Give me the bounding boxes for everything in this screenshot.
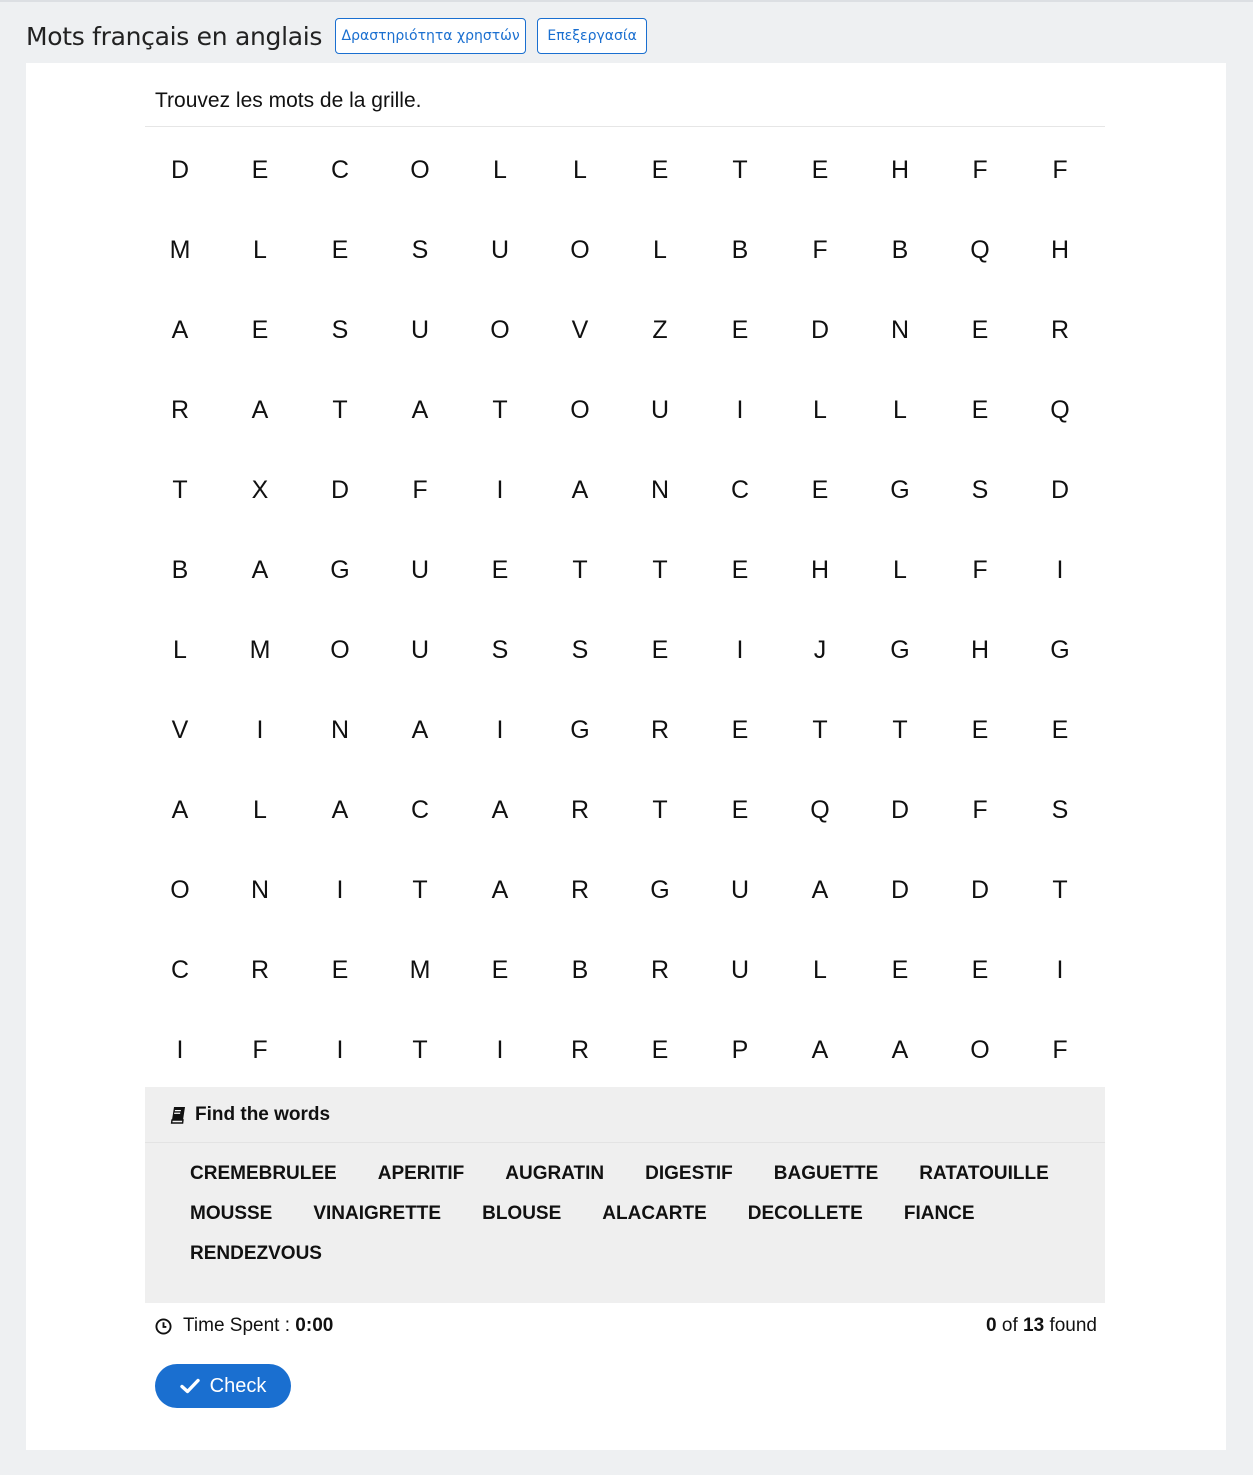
- grid-cell[interactable]: S: [411, 235, 429, 264]
- grid-cell[interactable]: A: [171, 795, 189, 824]
- grid-cell[interactable]: G: [890, 475, 910, 504]
- grid-cell[interactable]: F: [972, 155, 988, 184]
- grid-cell[interactable]: P: [731, 1035, 749, 1064]
- word-item: CREMEBRULEE: [190, 1163, 337, 1184]
- grid-cell[interactable]: H: [890, 155, 910, 184]
- word-item: RENDEZVOUS: [190, 1243, 322, 1264]
- grid-cell[interactable]: S: [571, 635, 589, 664]
- grid-cell[interactable]: E: [971, 715, 989, 744]
- grid-cell[interactable]: G: [330, 555, 350, 584]
- grid-cell[interactable]: B: [731, 235, 749, 264]
- grid-cell[interactable]: A: [331, 795, 349, 824]
- grid-cell[interactable]: E: [731, 555, 749, 584]
- grid-cell[interactable]: O: [170, 875, 190, 904]
- clock-icon: [155, 1318, 172, 1335]
- divider: [145, 126, 1105, 127]
- grid-cell[interactable]: B: [891, 235, 909, 264]
- word-item: BAGUETTE: [773, 1163, 879, 1184]
- grid-cell[interactable]: I: [496, 715, 504, 744]
- grid-cell[interactable]: E: [251, 315, 269, 344]
- grid-cell[interactable]: F: [972, 795, 988, 824]
- grid-cell[interactable]: A: [251, 395, 269, 424]
- grid-cell[interactable]: D: [890, 875, 910, 904]
- grid-cell[interactable]: E: [731, 795, 749, 824]
- grid-cell[interactable]: N: [650, 475, 670, 504]
- grid-cell[interactable]: N: [330, 715, 350, 744]
- grid-cell[interactable]: G: [1050, 635, 1070, 664]
- instructions-text: Trouvez les mots de la grille.: [155, 89, 422, 112]
- grid-cell[interactable]: E: [651, 635, 669, 664]
- grid-cell[interactable]: A: [571, 475, 589, 504]
- grid-cell[interactable]: O: [970, 1035, 990, 1064]
- word-item: AUGRATIN: [505, 1163, 605, 1184]
- grid-cell[interactable]: N: [890, 315, 910, 344]
- grid-cell[interactable]: E: [251, 155, 269, 184]
- grid-cell[interactable]: U: [410, 315, 430, 344]
- grid-cell[interactable]: L: [493, 155, 507, 184]
- word-search-grid: [145, 130, 1105, 1090]
- grid-cell[interactable]: Q: [1050, 395, 1070, 424]
- grid-cell[interactable]: E: [971, 395, 989, 424]
- grid-cell[interactable]: E: [331, 955, 349, 984]
- grid-cell[interactable]: A: [251, 555, 269, 584]
- grid-cell[interactable]: O: [330, 635, 350, 664]
- found-count: 0: [986, 1315, 997, 1336]
- book-icon: [170, 1106, 186, 1124]
- grid-cell[interactable]: A: [411, 715, 429, 744]
- grid-cell[interactable]: J: [813, 635, 827, 664]
- grid-cell[interactable]: C: [330, 155, 350, 184]
- grid-cell[interactable]: E: [811, 155, 829, 184]
- grid-cell[interactable]: L: [573, 155, 587, 184]
- grid-cell[interactable]: F: [812, 235, 828, 264]
- grid-cell[interactable]: I: [256, 715, 264, 744]
- grid-cell[interactable]: E: [491, 555, 509, 584]
- time-spent: [155, 1315, 333, 1337]
- word-item: DIGESTIF: [645, 1163, 733, 1184]
- grid-cell[interactable]: F: [1052, 155, 1068, 184]
- grid-cell[interactable]: A: [491, 795, 509, 824]
- grid-cell[interactable]: D: [1050, 475, 1070, 504]
- grid-cell[interactable]: M: [169, 235, 191, 264]
- grid-cell[interactable]: U: [730, 955, 750, 984]
- grid-cell[interactable]: E: [491, 955, 509, 984]
- grid-cell[interactable]: U: [650, 395, 670, 424]
- grid-cell[interactable]: I: [736, 635, 744, 664]
- words-panel-title: Find the words: [195, 1103, 331, 1125]
- grid-cell[interactable]: R: [570, 1035, 590, 1064]
- grid-cell[interactable]: F: [1052, 1035, 1068, 1064]
- grid-cell[interactable]: S: [971, 475, 989, 504]
- grid-cell[interactable]: A: [891, 1035, 909, 1064]
- grid-cell[interactable]: I: [736, 395, 744, 424]
- grid-cell[interactable]: T: [412, 875, 428, 904]
- check-button-label: Check: [209, 1374, 267, 1397]
- grid-cell[interactable]: D: [970, 875, 990, 904]
- found-counter: [986, 1315, 1097, 1337]
- grid-cell[interactable]: D: [170, 155, 190, 184]
- grid-cell[interactable]: E: [971, 955, 989, 984]
- word-item: RATATOUILLE: [919, 1163, 1049, 1184]
- grid-cell[interactable]: A: [171, 315, 189, 344]
- grid-cell[interactable]: E: [971, 315, 989, 344]
- grid-cell[interactable]: E: [811, 475, 829, 504]
- grid-cell[interactable]: L: [813, 955, 827, 984]
- grid-cell[interactable]: S: [331, 315, 349, 344]
- grid-cell[interactable]: F: [412, 475, 428, 504]
- check-button[interactable]: [155, 1364, 291, 1408]
- grid-cell[interactable]: T: [892, 715, 908, 744]
- grid-cell[interactable]: A: [491, 875, 509, 904]
- grid-cell[interactable]: U: [490, 235, 510, 264]
- found-of: of: [996, 1315, 1024, 1336]
- grid-cell[interactable]: O: [570, 235, 590, 264]
- grid-cell[interactable]: G: [650, 875, 670, 904]
- user-activity-button[interactable]: Δραστηριότητα χρηστών: [335, 18, 526, 54]
- words-panel: [145, 1087, 1105, 1303]
- status-bar: [155, 1315, 1097, 1341]
- grid-cell[interactable]: V: [571, 315, 589, 344]
- grid-cell[interactable]: N: [250, 875, 270, 904]
- words-panel-header: [145, 1087, 1105, 1143]
- grid-cell[interactable]: I: [1056, 955, 1064, 984]
- grid-cell[interactable]: X: [251, 475, 269, 504]
- word-item: BLOUSE: [482, 1203, 562, 1224]
- grid-cell[interactable]: Q: [970, 235, 990, 264]
- page-title: Mots français en anglais: [26, 21, 323, 51]
- grid-cell[interactable]: T: [652, 555, 668, 584]
- edit-button[interactable]: Επεξεργασία: [537, 18, 647, 54]
- grid-cell[interactable]: T: [572, 555, 588, 584]
- word-item: ALACARTE: [602, 1203, 707, 1224]
- grid-cell[interactable]: M: [409, 955, 431, 984]
- grid-cell[interactable]: I: [496, 1035, 504, 1064]
- grid-cell[interactable]: T: [1052, 875, 1068, 904]
- grid-cell[interactable]: E: [651, 155, 669, 184]
- word-item: VINAIGRETTE: [313, 1203, 442, 1224]
- grid-cell[interactable]: R: [250, 955, 270, 984]
- grid-cell[interactable]: E: [331, 235, 349, 264]
- word-item: APERITIF: [377, 1163, 465, 1184]
- grid-cell[interactable]: T: [732, 155, 748, 184]
- grid-cell[interactable]: V: [171, 715, 189, 744]
- grid-cell[interactable]: D: [330, 475, 350, 504]
- grid-cell[interactable]: R: [1050, 315, 1070, 344]
- grid-cell[interactable]: Z: [652, 315, 668, 344]
- grid-cell[interactable]: I: [496, 475, 504, 504]
- top-border: [0, 0, 1253, 2]
- grid-cell[interactable]: T: [652, 795, 668, 824]
- time-label: Time Spent :: [183, 1315, 296, 1336]
- found-total: 13: [1023, 1315, 1045, 1336]
- grid-cell[interactable]: F: [252, 1035, 268, 1064]
- grid-cell[interactable]: D: [890, 795, 910, 824]
- check-icon: [180, 1378, 200, 1394]
- grid-cell[interactable]: H: [810, 555, 830, 584]
- grid-cell[interactable]: L: [893, 555, 907, 584]
- grid-cell[interactable]: G: [570, 715, 590, 744]
- grid-cell[interactable]: E: [1051, 715, 1069, 744]
- grid-cell[interactable]: E: [891, 955, 909, 984]
- grid-cell[interactable]: L: [253, 795, 267, 824]
- grid-cell[interactable]: L: [173, 635, 187, 664]
- grid-cell[interactable]: C: [170, 955, 190, 984]
- word-item: MOUSSE: [190, 1203, 273, 1224]
- word-item: FIANCE: [903, 1203, 975, 1224]
- grid-cell[interactable]: B: [571, 955, 589, 984]
- grid-cell[interactable]: O: [410, 155, 430, 184]
- grid-cell[interactable]: R: [650, 715, 670, 744]
- grid-cell[interactable]: I: [336, 1035, 344, 1064]
- grid-cell[interactable]: L: [253, 235, 267, 264]
- grid-cell[interactable]: A: [411, 395, 429, 424]
- grid-cell[interactable]: L: [813, 395, 827, 424]
- grid-cell[interactable]: E: [731, 315, 749, 344]
- grid-cell[interactable]: U: [410, 555, 430, 584]
- grid-cell[interactable]: I: [336, 875, 344, 904]
- found-suffix: found: [1044, 1315, 1097, 1336]
- word-item: DECOLLETE: [747, 1203, 863, 1224]
- grid-cell[interactable]: O: [490, 315, 510, 344]
- grid-cell[interactable]: M: [249, 635, 271, 664]
- grid-cell[interactable]: H: [970, 635, 990, 664]
- grid-cell[interactable]: D: [810, 315, 830, 344]
- grid-cell[interactable]: C: [730, 475, 750, 504]
- grid-cell[interactable]: B: [171, 555, 189, 584]
- grid-cell[interactable]: O: [570, 395, 590, 424]
- grid-cell[interactable]: U: [730, 875, 750, 904]
- grid-cell[interactable]: S: [1051, 795, 1069, 824]
- grid-cell[interactable]: I: [176, 1035, 184, 1064]
- time-value: 0:00: [295, 1315, 334, 1336]
- grid-cell[interactable]: Q: [810, 795, 830, 824]
- grid-cell[interactable]: T: [492, 395, 508, 424]
- grid-cell[interactable]: E: [731, 715, 749, 744]
- grid-cell[interactable]: E: [651, 1035, 669, 1064]
- grid-cell[interactable]: C: [410, 795, 430, 824]
- grid-cell[interactable]: L: [653, 235, 667, 264]
- grid-cell[interactable]: R: [570, 795, 590, 824]
- grid-cell[interactable]: U: [410, 635, 430, 664]
- grid-cell[interactable]: A: [811, 875, 829, 904]
- grid-cell[interactable]: F: [972, 555, 988, 584]
- grid-cell[interactable]: R: [650, 955, 670, 984]
- grid-cell[interactable]: T: [812, 715, 828, 744]
- grid-cell[interactable]: A: [811, 1035, 829, 1064]
- grid-cell[interactable]: R: [570, 875, 590, 904]
- grid-cell[interactable]: R: [170, 395, 190, 424]
- grid-cell[interactable]: I: [1056, 555, 1064, 584]
- grid-cell[interactable]: S: [491, 635, 509, 664]
- activity-card: [26, 63, 1226, 1450]
- word-list: [190, 1163, 1090, 1265]
- grid-cell[interactable]: H: [1050, 235, 1070, 264]
- grid-cell[interactable]: G: [890, 635, 910, 664]
- grid-cell[interactable]: T: [332, 395, 348, 424]
- page-header: [26, 16, 658, 56]
- grid-cell[interactable]: T: [412, 1035, 428, 1064]
- grid-cell[interactable]: T: [172, 475, 188, 504]
- grid-cell[interactable]: L: [893, 395, 907, 424]
